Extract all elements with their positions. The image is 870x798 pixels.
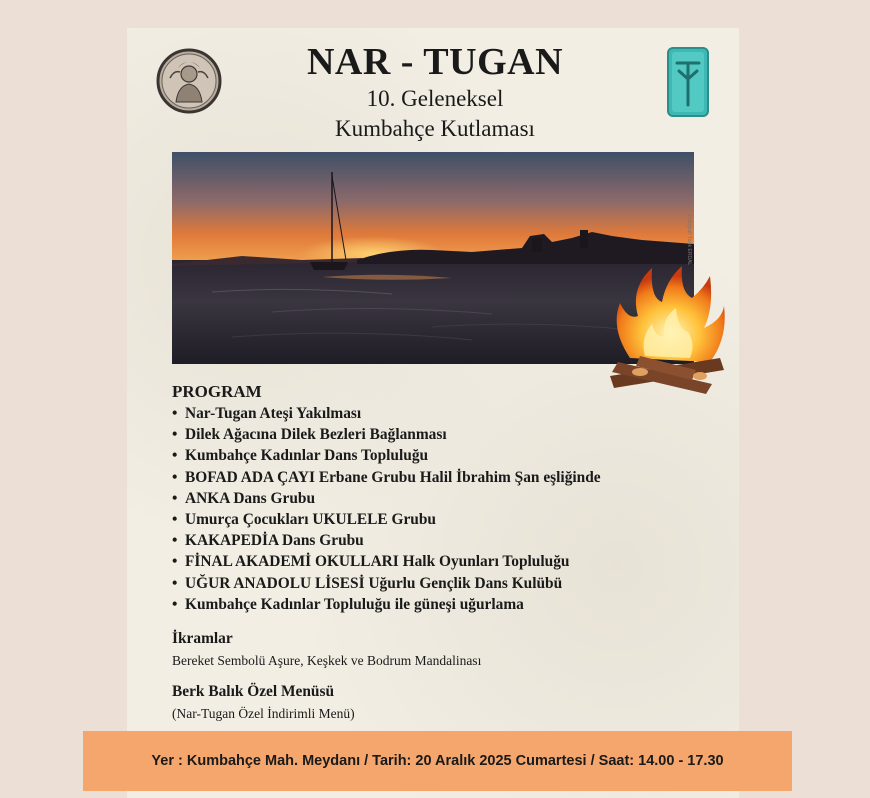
program-heading: PROGRAM bbox=[172, 382, 262, 401]
list-item: • UĞUR ANADOLU LİSESİ Uğurlu Gençlik Dans Kulübü bbox=[172, 574, 563, 592]
list-item: • Umurça Çocukları UKULELE Grubu bbox=[172, 510, 436, 528]
ikramlar-heading: İkramlar bbox=[172, 630, 233, 647]
list-item: • Kumbahçe Kadınlar Topluluğu ile güneşi uğurlama bbox=[172, 595, 524, 613]
event-info-bar bbox=[83, 731, 792, 791]
list-item: • Kumbahçe Kadınlar Dans Topluluğu bbox=[172, 447, 429, 465]
list-item: • Dilek Ağacına Dilek Bezleri Bağlanması bbox=[172, 426, 447, 444]
list-item: • KAKAPEDİA Dans Grubu bbox=[172, 532, 364, 550]
event-info-text: Yer : Kumbahçe Mah. Meydanı / Tarih: 20 Aralık 2025 Cumartesi / Saat: 14.00 - 17.30 bbox=[151, 753, 724, 769]
menu-text: (Nar-Tugan Özel İndirimli Menü) bbox=[172, 706, 355, 721]
program-list bbox=[172, 403, 601, 615]
poster-subtitle-event: Kumbahçe Kutlaması bbox=[335, 116, 535, 141]
medallion-figure-icon bbox=[156, 48, 222, 114]
list-item: • Nar-Tugan Ateşi Yakılması bbox=[172, 405, 362, 422]
turquoise-tile-symbol-icon bbox=[667, 47, 709, 117]
list-item: • ANKA Dans Grubu bbox=[172, 489, 316, 507]
photo-credit: Fotoğraf: Tarık ERDAL bbox=[686, 215, 692, 266]
list-item: • FİNAL AKADEMİ OKULLARI Halk Oyunları Topluluğu bbox=[172, 553, 570, 571]
ikramlar-text: Bereket Sembolü Aşure, Keşkek ve Bodrum Mandalinası bbox=[172, 653, 482, 668]
list-item: • BOFAD ADA ÇAYI Erbane Grubu Halil İbrahim Şan eşliğinde bbox=[172, 468, 601, 486]
bonfire-icon bbox=[600, 258, 730, 398]
poster-subtitle-edition: 10. Geleneksel bbox=[366, 86, 504, 111]
menu-heading: Berk Balık Özel Menüsü bbox=[172, 683, 335, 700]
poster-title: NAR - TUGAN bbox=[306, 41, 564, 83]
